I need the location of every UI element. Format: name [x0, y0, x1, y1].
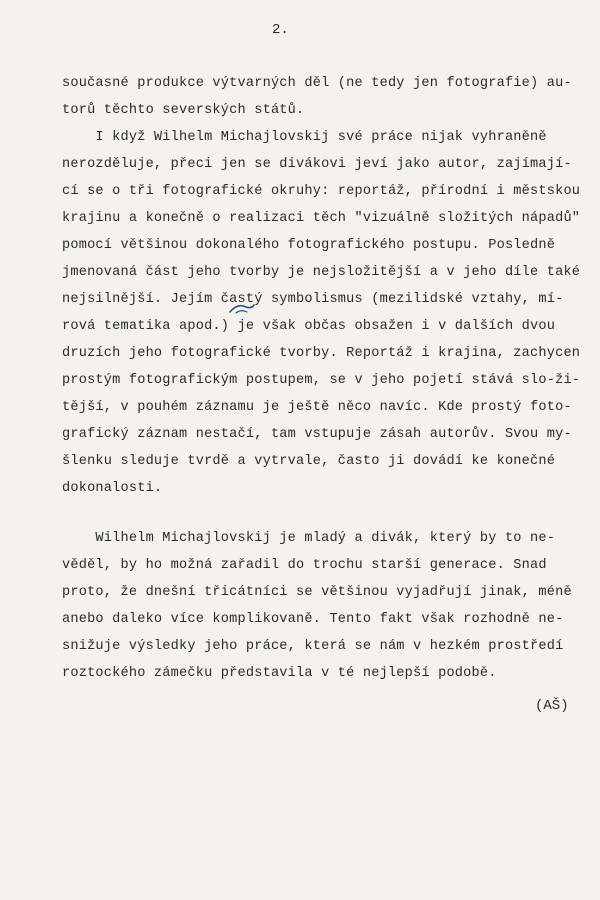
text-line: šlenku sleduje tvrdě a vytrvale, často ji dovádí ke konečné — [62, 454, 556, 469]
text-line: pomocí většinou dokonalého fotografického postupu. Posledně — [62, 238, 556, 253]
text-line: druzích jeho fotografické tvorby. Reportáž i krajina, zachycen — [62, 346, 581, 361]
text-line: roztockého zámečku představila v té nejlepší podobě. — [62, 666, 497, 681]
signature-initials: (AŠ) — [535, 698, 569, 714]
text-line: tější, v pouhém záznamu je ještě něco navíc. Kde prostý foto- — [62, 400, 572, 415]
text-line: jmenovaná část jeho tvorby je nejsložitější a v jeho díle také — [62, 265, 581, 280]
text-line: současné produkce výtvarných děl (ne tedy jen fotografie) au- — [62, 76, 572, 91]
text-line: snižuje výsledky jeho práce, která se nám v hezkém prostředí — [62, 639, 564, 654]
text-line: dokonalosti. — [62, 481, 163, 496]
text-line: nejsilnější. Jejím častý symbolismus (mezilidské vztahy, mí- — [62, 292, 564, 307]
text-line: věděl, by ho možná zařadil do trochu starší generace. Snad — [62, 558, 547, 573]
text-line: torů těchto severských států. — [62, 103, 305, 118]
text-line: cí se o tři fotografické okruhy: reportáž, přírodní i městskou — [62, 184, 581, 199]
text-line: nerozděluje, přeci jen se divákovi jeví jako autor, zajímají- — [62, 157, 572, 172]
page-number: 2. — [272, 22, 289, 38]
text-line: Wilhelm Michajlovskij je mladý a divák, který by to ne- — [62, 531, 556, 546]
text-line: anebo daleko více komplikovaně. Tento fakt však rozhodně ne- — [62, 612, 564, 627]
text-line: grafický záznam nestačí, tam vstupuje zásah autorův. Svou my- — [62, 427, 572, 442]
text-line: rová tematika apod.) je však občas obsažen i v dalších dvou — [62, 319, 556, 334]
pen-correction-mark — [228, 300, 256, 316]
text-line: proto, že dnešní třicátníci se většinou vyjadřují jinak, méně — [62, 585, 572, 600]
text-line: prostým fotografickým postupem, se v jeho pojetí stává slo-ži- — [62, 373, 581, 388]
text-line: I když Wilhelm Michajlovskij své práce nijak vyhraněně — [62, 130, 547, 145]
text-line: krajinu a konečně o realizaci těch "vizuálně složitých nápadů" — [62, 211, 581, 226]
